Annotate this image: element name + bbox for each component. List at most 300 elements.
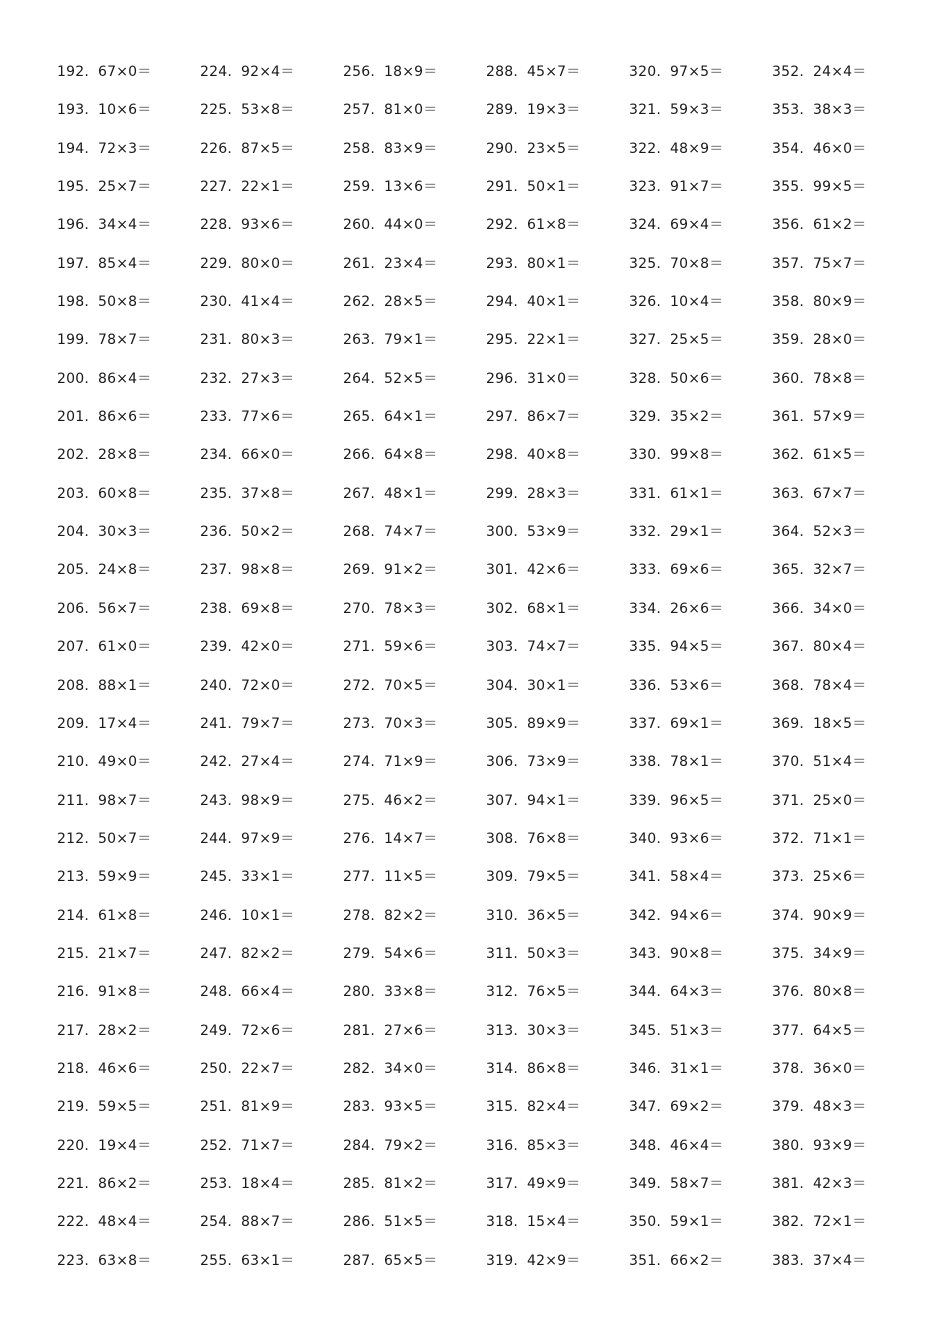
- problem-number: 260.: [343, 217, 375, 234]
- problem-item: [343, 1247, 486, 1285]
- problem-item: [772, 825, 915, 863]
- problem-number: 220.: [57, 1137, 89, 1154]
- problem-number: 352.: [772, 64, 804, 80]
- problem-item: [486, 1055, 629, 1093]
- problem-number: 192.: [57, 64, 89, 80]
- problem-item: [486, 1017, 629, 1055]
- problem-item: [57, 1017, 200, 1055]
- problem-number: 319.: [486, 1252, 518, 1269]
- problem-number: 266.: [343, 447, 375, 464]
- problem-item: [772, 748, 915, 786]
- problem-number: 382.: [772, 1214, 804, 1231]
- problem-number: 253.: [200, 1175, 232, 1192]
- problem-expression: 30×3＝: [527, 1022, 581, 1039]
- problem-expression: 98×9＝: [241, 792, 295, 809]
- problem-expression: 51×3＝: [670, 1022, 724, 1039]
- problem-expression: 25×6＝: [813, 869, 867, 886]
- problem-number: 241.: [200, 715, 232, 732]
- problem-item: [57, 441, 200, 479]
- problem-number: 331.: [629, 485, 661, 502]
- problem-item: [343, 326, 486, 364]
- problem-expression: 91×7＝: [670, 179, 724, 196]
- problem-item: [486, 787, 629, 825]
- problem-number: 247.: [200, 945, 232, 962]
- problem-item: [629, 1055, 772, 1093]
- problem-item: [772, 173, 915, 211]
- problem-number: 256.: [343, 64, 375, 80]
- problem-number: 297.: [486, 409, 518, 426]
- problem-expression: 58×4＝: [670, 869, 724, 886]
- problem-expression: 18×5＝: [813, 715, 867, 732]
- problem-expression: 71×7＝: [241, 1137, 295, 1154]
- problem-item: [200, 441, 343, 479]
- problem-item: [629, 633, 772, 671]
- problem-number: 342.: [629, 907, 661, 924]
- problem-item: [772, 1132, 915, 1170]
- problem-number: 211.: [57, 792, 89, 809]
- problem-number: 303.: [486, 639, 518, 656]
- problem-expression: 93×9＝: [813, 1137, 867, 1154]
- problem-expression: 64×5＝: [813, 1022, 867, 1039]
- problem-number: 227.: [200, 179, 232, 196]
- problem-number: 367.: [772, 639, 804, 656]
- problem-expression: 30×3＝: [98, 524, 152, 541]
- problem-expression: 61×2＝: [813, 217, 867, 234]
- problem-item: [629, 556, 772, 594]
- problem-item: [486, 1208, 629, 1246]
- problem-expression: 23×4＝: [384, 255, 438, 272]
- problem-expression: 78×4＝: [813, 677, 867, 694]
- problem-item: [629, 787, 772, 825]
- problem-expression: 99×8＝: [670, 447, 724, 464]
- problem-item: [772, 1247, 915, 1285]
- problem-item: [200, 96, 343, 134]
- problem-expression: 50×1＝: [527, 179, 581, 196]
- problem-number: 293.: [486, 255, 518, 272]
- problem-item: [200, 403, 343, 441]
- problem-number: 357.: [772, 255, 804, 272]
- problem-expression: 40×1＝: [527, 294, 581, 311]
- problem-item: [486, 940, 629, 978]
- problem-item: [629, 403, 772, 441]
- problem-item: [343, 710, 486, 748]
- problem-number: 347.: [629, 1099, 661, 1116]
- problem-expression: 97×5＝: [670, 64, 724, 80]
- problem-number: 215.: [57, 945, 89, 962]
- problem-expression: 86×6＝: [98, 409, 152, 426]
- problem-number: 295.: [486, 332, 518, 349]
- problem-number: 230.: [200, 294, 232, 311]
- problem-item: [57, 250, 200, 288]
- problem-number: 343.: [629, 945, 661, 962]
- problem-number: 242.: [200, 754, 232, 771]
- problem-expression: 86×8＝: [527, 1060, 581, 1077]
- problem-item: [486, 250, 629, 288]
- problem-expression: 49×9＝: [527, 1175, 581, 1192]
- problem-number: 208.: [57, 677, 89, 694]
- problem-item: [486, 403, 629, 441]
- problem-number: 300.: [486, 524, 518, 541]
- problem-number: 374.: [772, 907, 804, 924]
- problem-column: [343, 58, 486, 1285]
- problem-expression: 22×1＝: [527, 332, 581, 349]
- problem-item: [486, 365, 629, 403]
- problem-item: [57, 672, 200, 710]
- problem-expression: 19×4＝: [98, 1137, 152, 1154]
- problem-item: [486, 748, 629, 786]
- problem-item: [486, 288, 629, 326]
- problem-expression: 93×6＝: [241, 217, 295, 234]
- problem-expression: 85×4＝: [98, 255, 152, 272]
- problem-item: [629, 710, 772, 748]
- problem-number: 194.: [57, 140, 89, 157]
- problem-number: 200.: [57, 370, 89, 387]
- problem-item: [486, 96, 629, 134]
- problem-item: [200, 326, 343, 364]
- problem-item: [629, 863, 772, 901]
- problem-expression: 72×6＝: [241, 1022, 295, 1039]
- problem-item: [772, 556, 915, 594]
- problem-column: [486, 58, 629, 1285]
- problem-number: 313.: [486, 1022, 518, 1039]
- problem-item: [343, 1132, 486, 1170]
- problem-expression: 76×5＝: [527, 984, 581, 1001]
- problem-item: [486, 633, 629, 671]
- problem-expression: 49×0＝: [98, 754, 152, 771]
- problem-expression: 34×4＝: [98, 217, 152, 234]
- problem-item: [57, 710, 200, 748]
- problem-expression: 94×1＝: [527, 792, 581, 809]
- problem-item: [629, 96, 772, 134]
- problem-item: [57, 1208, 200, 1246]
- problem-expression: 57×9＝: [813, 409, 867, 426]
- problem-number: 224.: [200, 64, 232, 80]
- problem-expression: 18×9＝: [384, 64, 438, 80]
- problem-item: [629, 250, 772, 288]
- problem-number: 283.: [343, 1099, 375, 1116]
- problem-item: [629, 135, 772, 173]
- problem-expression: 27×3＝: [241, 370, 295, 387]
- problem-item: [629, 1247, 772, 1285]
- problem-item: [57, 96, 200, 134]
- problem-number: 345.: [629, 1022, 661, 1039]
- problem-expression: 61×0＝: [98, 639, 152, 656]
- problem-number: 213.: [57, 869, 89, 886]
- problem-number: 287.: [343, 1252, 375, 1269]
- problem-expression: 61×8＝: [98, 907, 152, 924]
- problem-number: 254.: [200, 1214, 232, 1231]
- problem-item: [343, 1055, 486, 1093]
- problem-number: 284.: [343, 1137, 375, 1154]
- problem-expression: 88×1＝: [98, 677, 152, 694]
- problem-expression: 59×6＝: [384, 639, 438, 656]
- problem-expression: 38×3＝: [813, 102, 867, 119]
- problem-number: 318.: [486, 1214, 518, 1231]
- problem-expression: 65×5＝: [384, 1252, 438, 1269]
- problem-item: [57, 1247, 200, 1285]
- problem-item: [486, 902, 629, 940]
- problem-number: 265.: [343, 409, 375, 426]
- problem-number: 372.: [772, 830, 804, 847]
- problem-expression: 90×8＝: [670, 945, 724, 962]
- problem-item: [486, 480, 629, 518]
- problem-expression: 71×9＝: [384, 754, 438, 771]
- problem-item: [57, 518, 200, 556]
- problem-number: 198.: [57, 294, 89, 311]
- problem-expression: 42×3＝: [813, 1175, 867, 1192]
- problem-number: 380.: [772, 1137, 804, 1154]
- problem-expression: 15×4＝: [527, 1214, 581, 1231]
- problem-number: 228.: [200, 217, 232, 234]
- problem-expression: 61×1＝: [670, 485, 724, 502]
- problem-item: [486, 978, 629, 1016]
- problem-column: [629, 58, 772, 1285]
- problem-item: [772, 863, 915, 901]
- problem-item: [486, 672, 629, 710]
- problem-number: 378.: [772, 1060, 804, 1077]
- problem-item: [629, 365, 772, 403]
- problem-expression: 50×8＝: [98, 294, 152, 311]
- problem-item: [486, 135, 629, 173]
- problem-number: 212.: [57, 830, 89, 847]
- problem-number: 276.: [343, 830, 375, 847]
- problem-item: [486, 173, 629, 211]
- problem-number: 341.: [629, 869, 661, 886]
- problem-expression: 33×8＝: [384, 984, 438, 1001]
- problem-item: [200, 173, 343, 211]
- problem-expression: 72×0＝: [241, 677, 295, 694]
- problem-number: 368.: [772, 677, 804, 694]
- problem-item: [200, 902, 343, 940]
- problem-expression: 81×0＝: [384, 102, 438, 119]
- problem-expression: 53×8＝: [241, 102, 295, 119]
- problem-item: [629, 595, 772, 633]
- problem-item: [486, 556, 629, 594]
- problem-expression: 22×1＝: [241, 179, 295, 196]
- problem-item: [772, 96, 915, 134]
- problem-expression: 80×0＝: [241, 255, 295, 272]
- problem-expression: 83×9＝: [384, 140, 438, 157]
- problem-item: [629, 1170, 772, 1208]
- problem-item: [486, 863, 629, 901]
- problem-number: 377.: [772, 1022, 804, 1039]
- problem-number: 229.: [200, 255, 232, 272]
- problem-number: 232.: [200, 370, 232, 387]
- problem-expression: 31×0＝: [527, 370, 581, 387]
- problem-expression: 42×9＝: [527, 1252, 581, 1269]
- problem-number: 291.: [486, 179, 518, 196]
- problem-item: [200, 365, 343, 403]
- problem-item: [57, 135, 200, 173]
- problem-column: [772, 58, 915, 1285]
- problem-number: 336.: [629, 677, 661, 694]
- problem-number: 281.: [343, 1022, 375, 1039]
- problem-number: 363.: [772, 485, 804, 502]
- problem-item: [772, 1208, 915, 1246]
- problem-expression: 67×7＝: [813, 485, 867, 502]
- problem-number: 195.: [57, 179, 89, 196]
- problem-number: 271.: [343, 639, 375, 656]
- problem-number: 214.: [57, 907, 89, 924]
- problem-item: [200, 1208, 343, 1246]
- problem-number: 269.: [343, 562, 375, 579]
- problem-item: [200, 595, 343, 633]
- problem-number: 275.: [343, 792, 375, 809]
- problem-expression: 28×8＝: [98, 447, 152, 464]
- problem-item: [200, 1093, 343, 1131]
- problem-item: [57, 480, 200, 518]
- problem-number: 262.: [343, 294, 375, 311]
- problem-expression: 80×8＝: [813, 984, 867, 1001]
- problem-item: [629, 1093, 772, 1131]
- problem-expression: 46×2＝: [384, 792, 438, 809]
- problem-number: 315.: [486, 1099, 518, 1116]
- problem-number: 221.: [57, 1175, 89, 1192]
- problem-number: 346.: [629, 1060, 661, 1077]
- problem-item: [772, 1055, 915, 1093]
- problem-expression: 80×3＝: [241, 332, 295, 349]
- problem-item: [200, 556, 343, 594]
- problem-number: 205.: [57, 562, 89, 579]
- problem-number: 289.: [486, 102, 518, 119]
- problem-expression: 72×1＝: [813, 1214, 867, 1231]
- problem-expression: 50×3＝: [527, 945, 581, 962]
- problem-item: [200, 58, 343, 96]
- problem-number: 225.: [200, 102, 232, 119]
- problem-expression: 86×2＝: [98, 1175, 152, 1192]
- problem-expression: 79×5＝: [527, 869, 581, 886]
- problem-item: [772, 940, 915, 978]
- problem-expression: 10×1＝: [241, 907, 295, 924]
- problem-number: 240.: [200, 677, 232, 694]
- problem-item: [772, 288, 915, 326]
- problem-number: 351.: [629, 1252, 661, 1269]
- problem-number: 280.: [343, 984, 375, 1001]
- problem-item: [343, 672, 486, 710]
- problem-number: 317.: [486, 1175, 518, 1192]
- problem-expression: 42×0＝: [241, 639, 295, 656]
- problem-number: 361.: [772, 409, 804, 426]
- problem-item: [57, 978, 200, 1016]
- problem-item: [772, 135, 915, 173]
- problem-number: 234.: [200, 447, 232, 464]
- problem-number: 294.: [486, 294, 518, 311]
- problem-expression: 50×7＝: [98, 830, 152, 847]
- problem-expression: 51×4＝: [813, 754, 867, 771]
- problem-number: 326.: [629, 294, 661, 311]
- problem-number: 356.: [772, 217, 804, 234]
- problem-number: 371.: [772, 792, 804, 809]
- problem-number: 344.: [629, 984, 661, 1001]
- problem-number: 309.: [486, 869, 518, 886]
- problem-number: 355.: [772, 179, 804, 196]
- problem-item: [57, 58, 200, 96]
- problem-item: [57, 173, 200, 211]
- problem-number: 301.: [486, 562, 518, 579]
- problem-number: 270.: [343, 600, 375, 617]
- problem-expression: 64×8＝: [384, 447, 438, 464]
- problem-item: [772, 710, 915, 748]
- problem-item: [200, 748, 343, 786]
- problem-expression: 17×4＝: [98, 715, 152, 732]
- problem-expression: 80×1＝: [527, 255, 581, 272]
- problem-expression: 64×3＝: [670, 984, 724, 1001]
- problem-expression: 26×6＝: [670, 600, 724, 617]
- problem-number: 239.: [200, 639, 232, 656]
- problem-column: [200, 58, 343, 1285]
- problem-expression: 19×3＝: [527, 102, 581, 119]
- problem-item: [343, 940, 486, 978]
- problem-expression: 70×8＝: [670, 255, 724, 272]
- problem-number: 251.: [200, 1099, 232, 1116]
- problem-item: [772, 441, 915, 479]
- problem-item: [486, 1247, 629, 1285]
- problem-item: [343, 1017, 486, 1055]
- problem-item: [343, 518, 486, 556]
- problem-item: [200, 518, 343, 556]
- problem-number: 238.: [200, 600, 232, 617]
- problem-number: 288.: [486, 64, 518, 80]
- problem-expression: 91×8＝: [98, 984, 152, 1001]
- problem-expression: 48×3＝: [813, 1099, 867, 1116]
- problem-item: [200, 825, 343, 863]
- problem-item: [772, 518, 915, 556]
- problem-expression: 37×4＝: [813, 1252, 867, 1269]
- problem-item: [200, 1132, 343, 1170]
- problem-expression: 34×9＝: [813, 945, 867, 962]
- problem-expression: 52×5＝: [384, 370, 438, 387]
- problem-expression: 14×7＝: [384, 830, 438, 847]
- problem-number: 222.: [57, 1214, 89, 1231]
- problem-expression: 77×6＝: [241, 409, 295, 426]
- problem-number: 199.: [57, 332, 89, 349]
- problem-expression: 28×2＝: [98, 1022, 152, 1039]
- problem-number: 286.: [343, 1214, 375, 1231]
- problem-expression: 33×1＝: [241, 869, 295, 886]
- problem-expression: 35×2＝: [670, 409, 724, 426]
- problem-item: [486, 825, 629, 863]
- problem-item: [343, 1170, 486, 1208]
- problem-expression: 59×5＝: [98, 1099, 152, 1116]
- problem-number: 358.: [772, 294, 804, 311]
- problem-item: [57, 326, 200, 364]
- problem-item: [343, 173, 486, 211]
- problem-expression: 78×1＝: [670, 754, 724, 771]
- problem-expression: 79×2＝: [384, 1137, 438, 1154]
- problem-expression: 59×1＝: [670, 1214, 724, 1231]
- problem-expression: 46×0＝: [813, 140, 867, 157]
- problem-item: [772, 902, 915, 940]
- problem-number: 305.: [486, 715, 518, 732]
- problem-item: [200, 1247, 343, 1285]
- problem-item: [200, 1055, 343, 1093]
- problem-item: [486, 595, 629, 633]
- problem-expression: 63×1＝: [241, 1252, 295, 1269]
- problem-number: 320.: [629, 64, 661, 80]
- problem-item: [343, 595, 486, 633]
- problem-number: 340.: [629, 830, 661, 847]
- problem-number: 364.: [772, 524, 804, 541]
- problem-item: [343, 825, 486, 863]
- problem-expression: 34×0＝: [813, 600, 867, 617]
- problem-number: 218.: [57, 1060, 89, 1077]
- problem-expression: 36×0＝: [813, 1060, 867, 1077]
- problem-number: 383.: [772, 1252, 804, 1269]
- problem-item: [200, 1170, 343, 1208]
- problem-number: 263.: [343, 332, 375, 349]
- problem-expression: 50×6＝: [670, 370, 724, 387]
- problem-item: [629, 902, 772, 940]
